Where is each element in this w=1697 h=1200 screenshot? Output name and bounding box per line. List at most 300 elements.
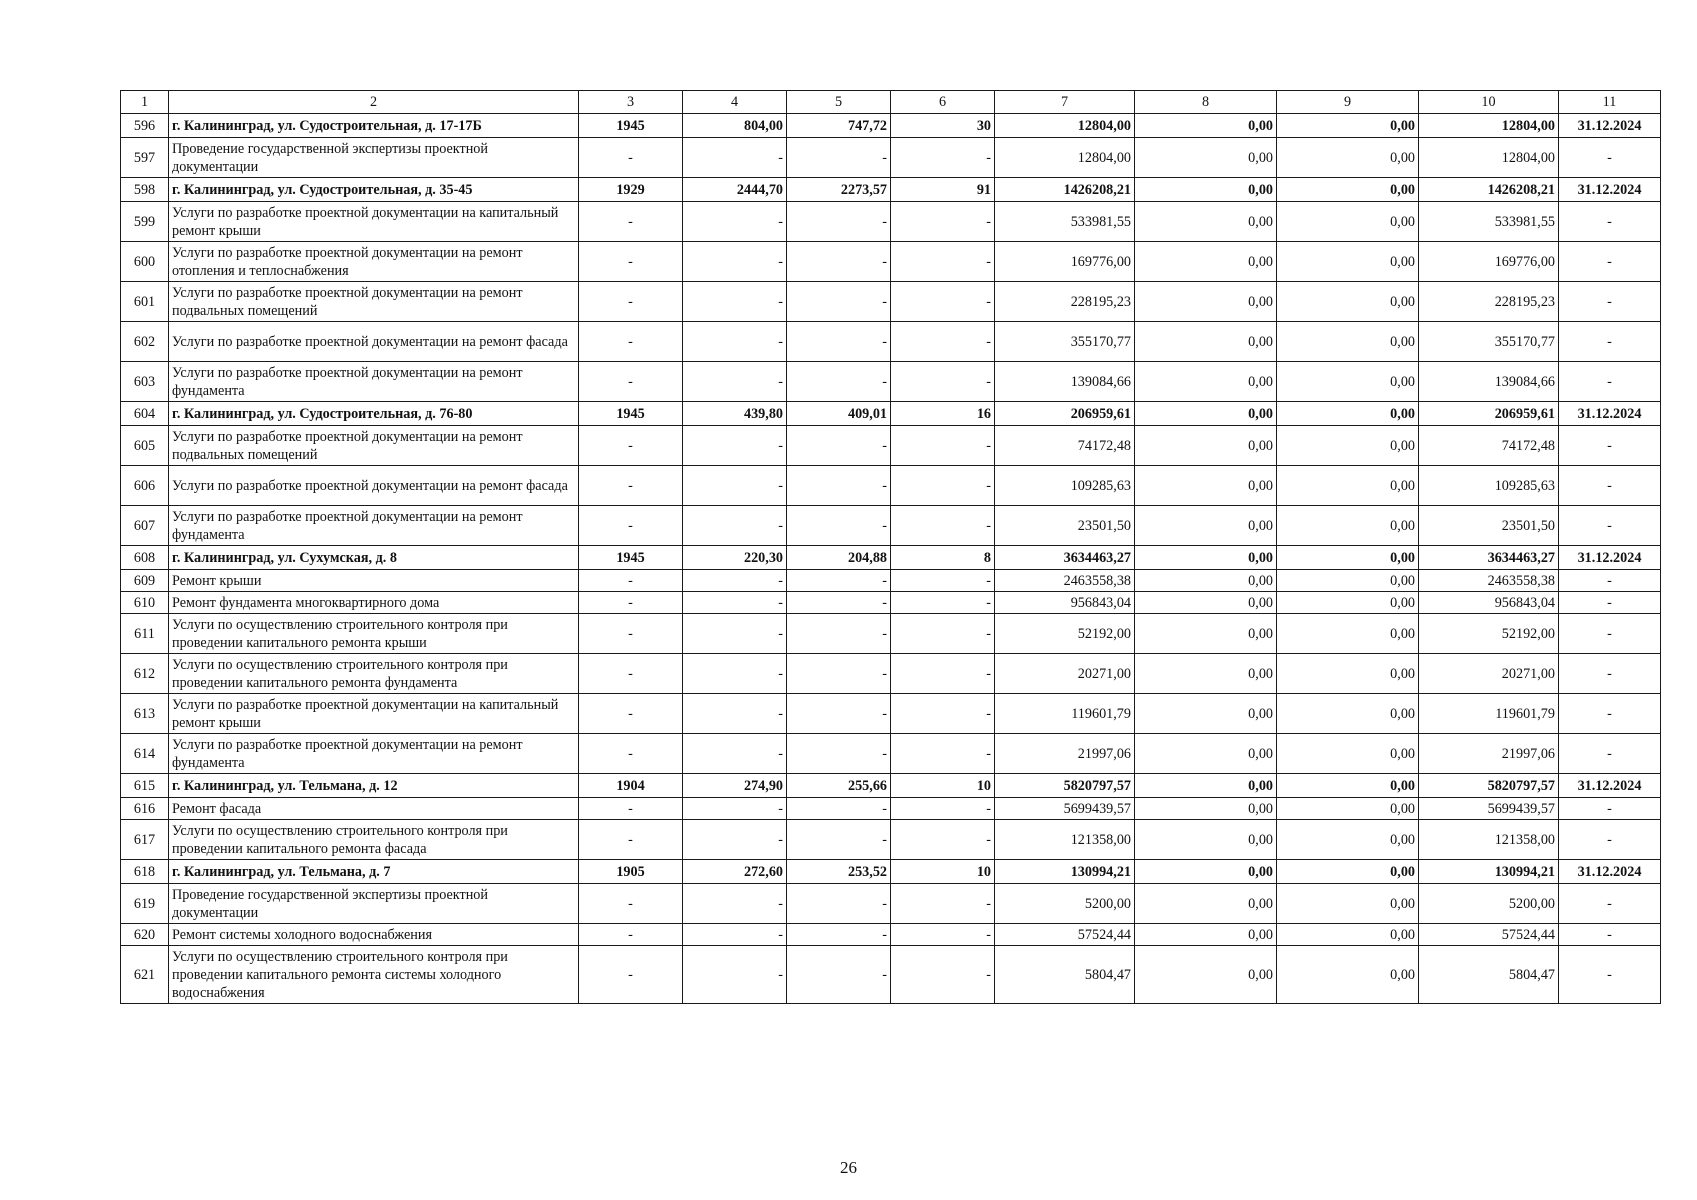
cost-col-8-cell: 0,00 [1135, 734, 1277, 774]
row-number-cell: 600 [121, 242, 169, 282]
row-number-cell: 614 [121, 734, 169, 774]
address-row [121, 402, 1661, 426]
commissioning-year-cell: - [579, 282, 683, 322]
total-area-cell: - [683, 506, 787, 546]
cost-col-9-cell: 0,00 [1277, 798, 1419, 820]
cost-col-8-cell: 0,00 [1135, 694, 1277, 734]
cost-col-8-cell: 0,00 [1135, 592, 1277, 614]
residents-count-cell: - [891, 820, 995, 860]
work-description-cell: Ремонт системы холодного водоснабжения [169, 924, 579, 946]
row-number-cell: 609 [121, 570, 169, 592]
work-description-cell: Услуги по осуществлению строительного контроля при проведении капитального ремонта фундамента [169, 654, 579, 694]
work-row [121, 426, 1661, 466]
row-number-cell: 607 [121, 506, 169, 546]
cost-col-8-cell: 0,00 [1135, 946, 1277, 1004]
residents-count-cell: - [891, 798, 995, 820]
completion-date-cell: - [1559, 946, 1661, 1004]
cost-col-9-cell: 0,00 [1277, 506, 1419, 546]
residential-area-cell: - [787, 202, 891, 242]
work-description-cell: Ремонт крыши [169, 570, 579, 592]
commissioning-year-cell: - [579, 202, 683, 242]
work-description-cell: г. Калининград, ул. Судостроительная, д. 76-80 [169, 402, 579, 426]
residents-count-cell: 30 [891, 114, 995, 138]
address-row [121, 178, 1661, 202]
residents-count-cell: - [891, 654, 995, 694]
row-number-cell: 619 [121, 884, 169, 924]
row-number-cell: 608 [121, 546, 169, 570]
work-description-cell: Услуги по разработке проектной документации на ремонт подвальных помещений [169, 282, 579, 322]
cost-col-8-cell: 0,00 [1135, 138, 1277, 178]
commissioning-year-cell: 1945 [579, 546, 683, 570]
residents-count-cell: 10 [891, 774, 995, 798]
total-cost-cell: 20271,00 [995, 654, 1135, 694]
work-description-cell: Услуги по разработке проектной документации на ремонт отопления и теплоснабжения [169, 242, 579, 282]
address-row [121, 114, 1661, 138]
work-row [121, 820, 1661, 860]
residents-count-cell: - [891, 466, 995, 506]
row-number-cell: 597 [121, 138, 169, 178]
completion-date-cell: 31.12.2024 [1559, 546, 1661, 570]
completion-date-cell: - [1559, 884, 1661, 924]
residents-count-cell: - [891, 426, 995, 466]
commissioning-year-cell: - [579, 924, 683, 946]
cost-col-8-cell: 0,00 [1135, 402, 1277, 426]
completion-date-cell: - [1559, 426, 1661, 466]
cost-col-8-cell: 0,00 [1135, 426, 1277, 466]
completion-date-cell: - [1559, 798, 1661, 820]
completion-date-cell: - [1559, 924, 1661, 946]
cost-col-10-cell: 139084,66 [1419, 362, 1559, 402]
total-cost-cell: 12804,00 [995, 114, 1135, 138]
cost-col-9-cell: 0,00 [1277, 592, 1419, 614]
residents-count-cell: - [891, 734, 995, 774]
total-area-cell: - [683, 202, 787, 242]
cost-col-10-cell: 956843,04 [1419, 592, 1559, 614]
cost-col-9-cell: 0,00 [1277, 860, 1419, 884]
total-area-cell: - [683, 426, 787, 466]
cost-col-9-cell: 0,00 [1277, 820, 1419, 860]
residential-area-cell: - [787, 614, 891, 654]
row-number-cell: 612 [121, 654, 169, 694]
completion-date-cell: 31.12.2024 [1559, 178, 1661, 202]
cost-col-10-cell: 21997,06 [1419, 734, 1559, 774]
cost-col-8-cell: 0,00 [1135, 322, 1277, 362]
residents-count-cell: 91 [891, 178, 995, 202]
completion-date-cell: - [1559, 466, 1661, 506]
residential-area-cell: - [787, 946, 891, 1004]
cost-col-8-cell: 0,00 [1135, 546, 1277, 570]
cost-col-10-cell: 12804,00 [1419, 138, 1559, 178]
row-number-cell: 611 [121, 614, 169, 654]
completion-date-cell: 31.12.2024 [1559, 402, 1661, 426]
completion-date-cell: - [1559, 362, 1661, 402]
commissioning-year-cell: - [579, 654, 683, 694]
cost-col-9-cell: 0,00 [1277, 114, 1419, 138]
cost-col-10-cell: 1426208,21 [1419, 178, 1559, 202]
cost-col-10-cell: 228195,23 [1419, 282, 1559, 322]
cost-col-9-cell: 0,00 [1277, 654, 1419, 694]
cost-col-9-cell: 0,00 [1277, 402, 1419, 426]
column-header: 6 [891, 91, 995, 114]
column-header: 3 [579, 91, 683, 114]
total-cost-cell: 119601,79 [995, 694, 1135, 734]
work-description-cell: г. Калининград, ул. Сухумская, д. 8 [169, 546, 579, 570]
residential-area-cell: - [787, 820, 891, 860]
total-area-cell: - [683, 362, 787, 402]
residential-area-cell: - [787, 734, 891, 774]
residential-area-cell: - [787, 322, 891, 362]
cost-col-9-cell: 0,00 [1277, 774, 1419, 798]
row-number-cell: 621 [121, 946, 169, 1004]
completion-date-cell: 31.12.2024 [1559, 774, 1661, 798]
total-area-cell: 804,00 [683, 114, 787, 138]
total-cost-cell: 533981,55 [995, 202, 1135, 242]
column-number-row [121, 91, 1661, 114]
commissioning-year-cell: 1904 [579, 774, 683, 798]
column-header: 11 [1559, 91, 1661, 114]
row-number-cell: 620 [121, 924, 169, 946]
residential-area-cell: 204,88 [787, 546, 891, 570]
commissioning-year-cell: 1905 [579, 860, 683, 884]
residents-count-cell: - [891, 614, 995, 654]
cost-col-8-cell: 0,00 [1135, 614, 1277, 654]
residential-area-cell: - [787, 362, 891, 402]
cost-col-10-cell: 5699439,57 [1419, 798, 1559, 820]
commissioning-year-cell: - [579, 592, 683, 614]
work-description-cell: г. Калининград, ул. Судостроительная, д. 17-17Б [169, 114, 579, 138]
completion-date-cell: - [1559, 734, 1661, 774]
residents-count-cell: - [891, 322, 995, 362]
cost-col-9-cell: 0,00 [1277, 178, 1419, 202]
cost-col-10-cell: 206959,61 [1419, 402, 1559, 426]
commissioning-year-cell: - [579, 884, 683, 924]
total-cost-cell: 21997,06 [995, 734, 1135, 774]
completion-date-cell: - [1559, 282, 1661, 322]
work-description-cell: Услуги по осуществлению строительного контроля при проведении капитального ремонта фасада [169, 820, 579, 860]
residential-area-cell: 255,66 [787, 774, 891, 798]
total-area-cell: - [683, 614, 787, 654]
commissioning-year-cell: - [579, 506, 683, 546]
cost-col-8-cell: 0,00 [1135, 774, 1277, 798]
total-area-cell: 439,80 [683, 402, 787, 426]
total-cost-cell: 74172,48 [995, 426, 1135, 466]
cost-col-10-cell: 121358,00 [1419, 820, 1559, 860]
cost-col-9-cell: 0,00 [1277, 426, 1419, 466]
completion-date-cell: - [1559, 614, 1661, 654]
total-cost-cell: 5804,47 [995, 946, 1135, 1004]
total-cost-cell: 12804,00 [995, 138, 1135, 178]
total-cost-cell: 956843,04 [995, 592, 1135, 614]
commissioning-year-cell: 1929 [579, 178, 683, 202]
work-description-cell: г. Калининград, ул. Тельмана, д. 7 [169, 860, 579, 884]
work-description-cell: Услуги по разработке проектной документации на ремонт фундамента [169, 362, 579, 402]
commissioning-year-cell: - [579, 242, 683, 282]
total-cost-cell: 23501,50 [995, 506, 1135, 546]
column-header: 1 [121, 91, 169, 114]
cost-col-9-cell: 0,00 [1277, 138, 1419, 178]
work-row [121, 282, 1661, 322]
work-row [121, 946, 1661, 1004]
cost-col-8-cell: 0,00 [1135, 570, 1277, 592]
cost-col-10-cell: 5200,00 [1419, 884, 1559, 924]
total-area-cell: - [683, 570, 787, 592]
residents-count-cell: - [891, 138, 995, 178]
cost-col-9-cell: 0,00 [1277, 924, 1419, 946]
residential-area-cell: - [787, 138, 891, 178]
work-description-cell: Ремонт фундамента многоквартирного дома [169, 592, 579, 614]
total-area-cell: - [683, 592, 787, 614]
cost-col-8-cell: 0,00 [1135, 820, 1277, 860]
cost-col-9-cell: 0,00 [1277, 362, 1419, 402]
residential-area-cell: 253,52 [787, 860, 891, 884]
work-row [121, 924, 1661, 946]
cost-col-10-cell: 533981,55 [1419, 202, 1559, 242]
cost-col-10-cell: 74172,48 [1419, 426, 1559, 466]
residents-count-cell: - [891, 924, 995, 946]
total-cost-cell: 57524,44 [995, 924, 1135, 946]
cost-col-9-cell: 0,00 [1277, 322, 1419, 362]
work-description-cell: Услуги по разработке проектной документации на ремонт фасада [169, 466, 579, 506]
cost-col-10-cell: 3634463,27 [1419, 546, 1559, 570]
row-number-cell: 605 [121, 426, 169, 466]
column-header: 5 [787, 91, 891, 114]
total-cost-cell: 52192,00 [995, 614, 1135, 654]
total-area-cell: - [683, 924, 787, 946]
residential-area-cell: - [787, 506, 891, 546]
total-area-cell: - [683, 734, 787, 774]
commissioning-year-cell: - [579, 362, 683, 402]
work-description-cell: Ремонт фасада [169, 798, 579, 820]
total-cost-cell: 206959,61 [995, 402, 1135, 426]
work-description-cell: Услуги по разработке проектной документации на ремонт фундамента [169, 734, 579, 774]
cost-col-10-cell: 5804,47 [1419, 946, 1559, 1004]
cost-col-10-cell: 355170,77 [1419, 322, 1559, 362]
work-row [121, 694, 1661, 734]
total-area-cell: - [683, 282, 787, 322]
address-row [121, 860, 1661, 884]
residential-area-cell: - [787, 924, 891, 946]
commissioning-year-cell: - [579, 570, 683, 592]
work-row [121, 242, 1661, 282]
work-row [121, 798, 1661, 820]
column-header: 4 [683, 91, 787, 114]
work-description-cell: г. Калининград, ул. Судостроительная, д. 35-45 [169, 178, 579, 202]
column-header: 7 [995, 91, 1135, 114]
residents-count-cell: - [891, 884, 995, 924]
cost-col-9-cell: 0,00 [1277, 546, 1419, 570]
commissioning-year-cell: 1945 [579, 402, 683, 426]
commissioning-year-cell: - [579, 322, 683, 362]
work-description-cell: Услуги по разработке проектной документации на капитальный ремонт крыши [169, 202, 579, 242]
cost-col-10-cell: 130994,21 [1419, 860, 1559, 884]
cost-col-9-cell: 0,00 [1277, 570, 1419, 592]
cost-col-8-cell: 0,00 [1135, 466, 1277, 506]
completion-date-cell: 31.12.2024 [1559, 114, 1661, 138]
residential-area-cell: 2273,57 [787, 178, 891, 202]
cost-col-10-cell: 5820797,57 [1419, 774, 1559, 798]
total-area-cell: 220,30 [683, 546, 787, 570]
completion-date-cell: - [1559, 202, 1661, 242]
residents-count-cell: - [891, 362, 995, 402]
residents-count-cell: - [891, 242, 995, 282]
cost-col-8-cell: 0,00 [1135, 654, 1277, 694]
work-row [121, 884, 1661, 924]
row-number-cell: 606 [121, 466, 169, 506]
residents-count-cell: - [891, 694, 995, 734]
residential-area-cell: - [787, 426, 891, 466]
cost-col-8-cell: 0,00 [1135, 924, 1277, 946]
work-description-cell: Услуги по осуществлению строительного контроля при проведении капитального ремонта крыши [169, 614, 579, 654]
cost-col-9-cell: 0,00 [1277, 466, 1419, 506]
work-row [121, 202, 1661, 242]
residents-count-cell: - [891, 202, 995, 242]
commissioning-year-cell: - [579, 138, 683, 178]
commissioning-year-cell: 1945 [579, 114, 683, 138]
residential-area-cell: 409,01 [787, 402, 891, 426]
cost-col-9-cell: 0,00 [1277, 734, 1419, 774]
total-area-cell: - [683, 798, 787, 820]
work-row [121, 362, 1661, 402]
cost-col-10-cell: 2463558,38 [1419, 570, 1559, 592]
commissioning-year-cell: - [579, 614, 683, 654]
residential-area-cell: - [787, 466, 891, 506]
completion-date-cell: - [1559, 592, 1661, 614]
work-row [121, 570, 1661, 592]
total-area-cell: - [683, 242, 787, 282]
row-number-cell: 616 [121, 798, 169, 820]
work-description-cell: Услуги по разработке проектной документации на капитальный ремонт крыши [169, 694, 579, 734]
completion-date-cell: - [1559, 242, 1661, 282]
cost-col-8-cell: 0,00 [1135, 362, 1277, 402]
commissioning-year-cell: - [579, 694, 683, 734]
column-header: 9 [1277, 91, 1419, 114]
cost-col-10-cell: 52192,00 [1419, 614, 1559, 654]
residential-area-cell: - [787, 570, 891, 592]
row-number-cell: 603 [121, 362, 169, 402]
residential-area-cell: - [787, 884, 891, 924]
work-description-cell: Проведение государственной экспертизы проектной документации [169, 884, 579, 924]
cost-col-8-cell: 0,00 [1135, 506, 1277, 546]
commissioning-year-cell: - [579, 466, 683, 506]
row-number-cell: 604 [121, 402, 169, 426]
cost-col-10-cell: 23501,50 [1419, 506, 1559, 546]
total-area-cell: - [683, 322, 787, 362]
residents-count-cell: - [891, 570, 995, 592]
completion-date-cell: - [1559, 506, 1661, 546]
cost-col-10-cell: 57524,44 [1419, 924, 1559, 946]
total-area-cell: - [683, 138, 787, 178]
row-number-cell: 601 [121, 282, 169, 322]
residential-area-cell: - [787, 798, 891, 820]
work-description-cell: г. Калининград, ул. Тельмана, д. 12 [169, 774, 579, 798]
completion-date-cell: - [1559, 694, 1661, 734]
cost-col-8-cell: 0,00 [1135, 114, 1277, 138]
row-number-cell: 610 [121, 592, 169, 614]
column-header: 10 [1419, 91, 1559, 114]
commissioning-year-cell: - [579, 426, 683, 466]
total-cost-cell: 130994,21 [995, 860, 1135, 884]
completion-date-cell: 31.12.2024 [1559, 860, 1661, 884]
work-description-cell: Услуги по разработке проектной документации на ремонт фасада [169, 322, 579, 362]
cost-col-9-cell: 0,00 [1277, 282, 1419, 322]
work-description-cell: Услуги по разработке проектной документации на ремонт фундамента [169, 506, 579, 546]
repair-program-table [120, 90, 1661, 1004]
residential-area-cell: - [787, 694, 891, 734]
row-number-cell: 613 [121, 694, 169, 734]
total-cost-cell: 1426208,21 [995, 178, 1135, 202]
row-number-cell: 602 [121, 322, 169, 362]
cost-col-9-cell: 0,00 [1277, 694, 1419, 734]
residents-count-cell: 10 [891, 860, 995, 884]
work-row [121, 138, 1661, 178]
total-area-cell: - [683, 466, 787, 506]
completion-date-cell: - [1559, 322, 1661, 362]
cost-col-10-cell: 12804,00 [1419, 114, 1559, 138]
total-cost-cell: 5699439,57 [995, 798, 1135, 820]
cost-col-8-cell: 0,00 [1135, 202, 1277, 242]
total-cost-cell: 121358,00 [995, 820, 1135, 860]
residential-area-cell: - [787, 282, 891, 322]
work-description-cell: Проведение государственной экспертизы проектной документации [169, 138, 579, 178]
residential-area-cell: - [787, 242, 891, 282]
total-area-cell: 272,60 [683, 860, 787, 884]
total-cost-cell: 169776,00 [995, 242, 1135, 282]
row-number-cell: 618 [121, 860, 169, 884]
cost-col-8-cell: 0,00 [1135, 798, 1277, 820]
row-number-cell: 596 [121, 114, 169, 138]
row-number-cell: 615 [121, 774, 169, 798]
total-cost-cell: 355170,77 [995, 322, 1135, 362]
total-cost-cell: 139084,66 [995, 362, 1135, 402]
cost-col-9-cell: 0,00 [1277, 946, 1419, 1004]
residents-count-cell: - [891, 282, 995, 322]
residents-count-cell: - [891, 592, 995, 614]
residents-count-cell: 16 [891, 402, 995, 426]
cost-col-9-cell: 0,00 [1277, 614, 1419, 654]
total-area-cell: - [683, 946, 787, 1004]
total-cost-cell: 109285,63 [995, 466, 1135, 506]
work-row [121, 654, 1661, 694]
completion-date-cell: - [1559, 138, 1661, 178]
cost-col-9-cell: 0,00 [1277, 884, 1419, 924]
cost-col-8-cell: 0,00 [1135, 860, 1277, 884]
row-number-cell: 617 [121, 820, 169, 860]
completion-date-cell: - [1559, 654, 1661, 694]
work-row [121, 592, 1661, 614]
work-description-cell: Услуги по разработке проектной документации на ремонт подвальных помещений [169, 426, 579, 466]
cost-col-10-cell: 169776,00 [1419, 242, 1559, 282]
work-row [121, 506, 1661, 546]
total-area-cell: - [683, 694, 787, 734]
cost-col-8-cell: 0,00 [1135, 178, 1277, 202]
address-row [121, 774, 1661, 798]
cost-col-8-cell: 0,00 [1135, 884, 1277, 924]
commissioning-year-cell: - [579, 798, 683, 820]
residential-area-cell: - [787, 654, 891, 694]
total-area-cell: - [683, 820, 787, 860]
commissioning-year-cell: - [579, 734, 683, 774]
address-row [121, 546, 1661, 570]
residents-count-cell: - [891, 946, 995, 1004]
cost-col-9-cell: 0,00 [1277, 202, 1419, 242]
total-area-cell: - [683, 654, 787, 694]
total-cost-cell: 5200,00 [995, 884, 1135, 924]
cost-col-8-cell: 0,00 [1135, 282, 1277, 322]
total-cost-cell: 2463558,38 [995, 570, 1135, 592]
total-cost-cell: 5820797,57 [995, 774, 1135, 798]
work-row [121, 466, 1661, 506]
cost-col-10-cell: 109285,63 [1419, 466, 1559, 506]
